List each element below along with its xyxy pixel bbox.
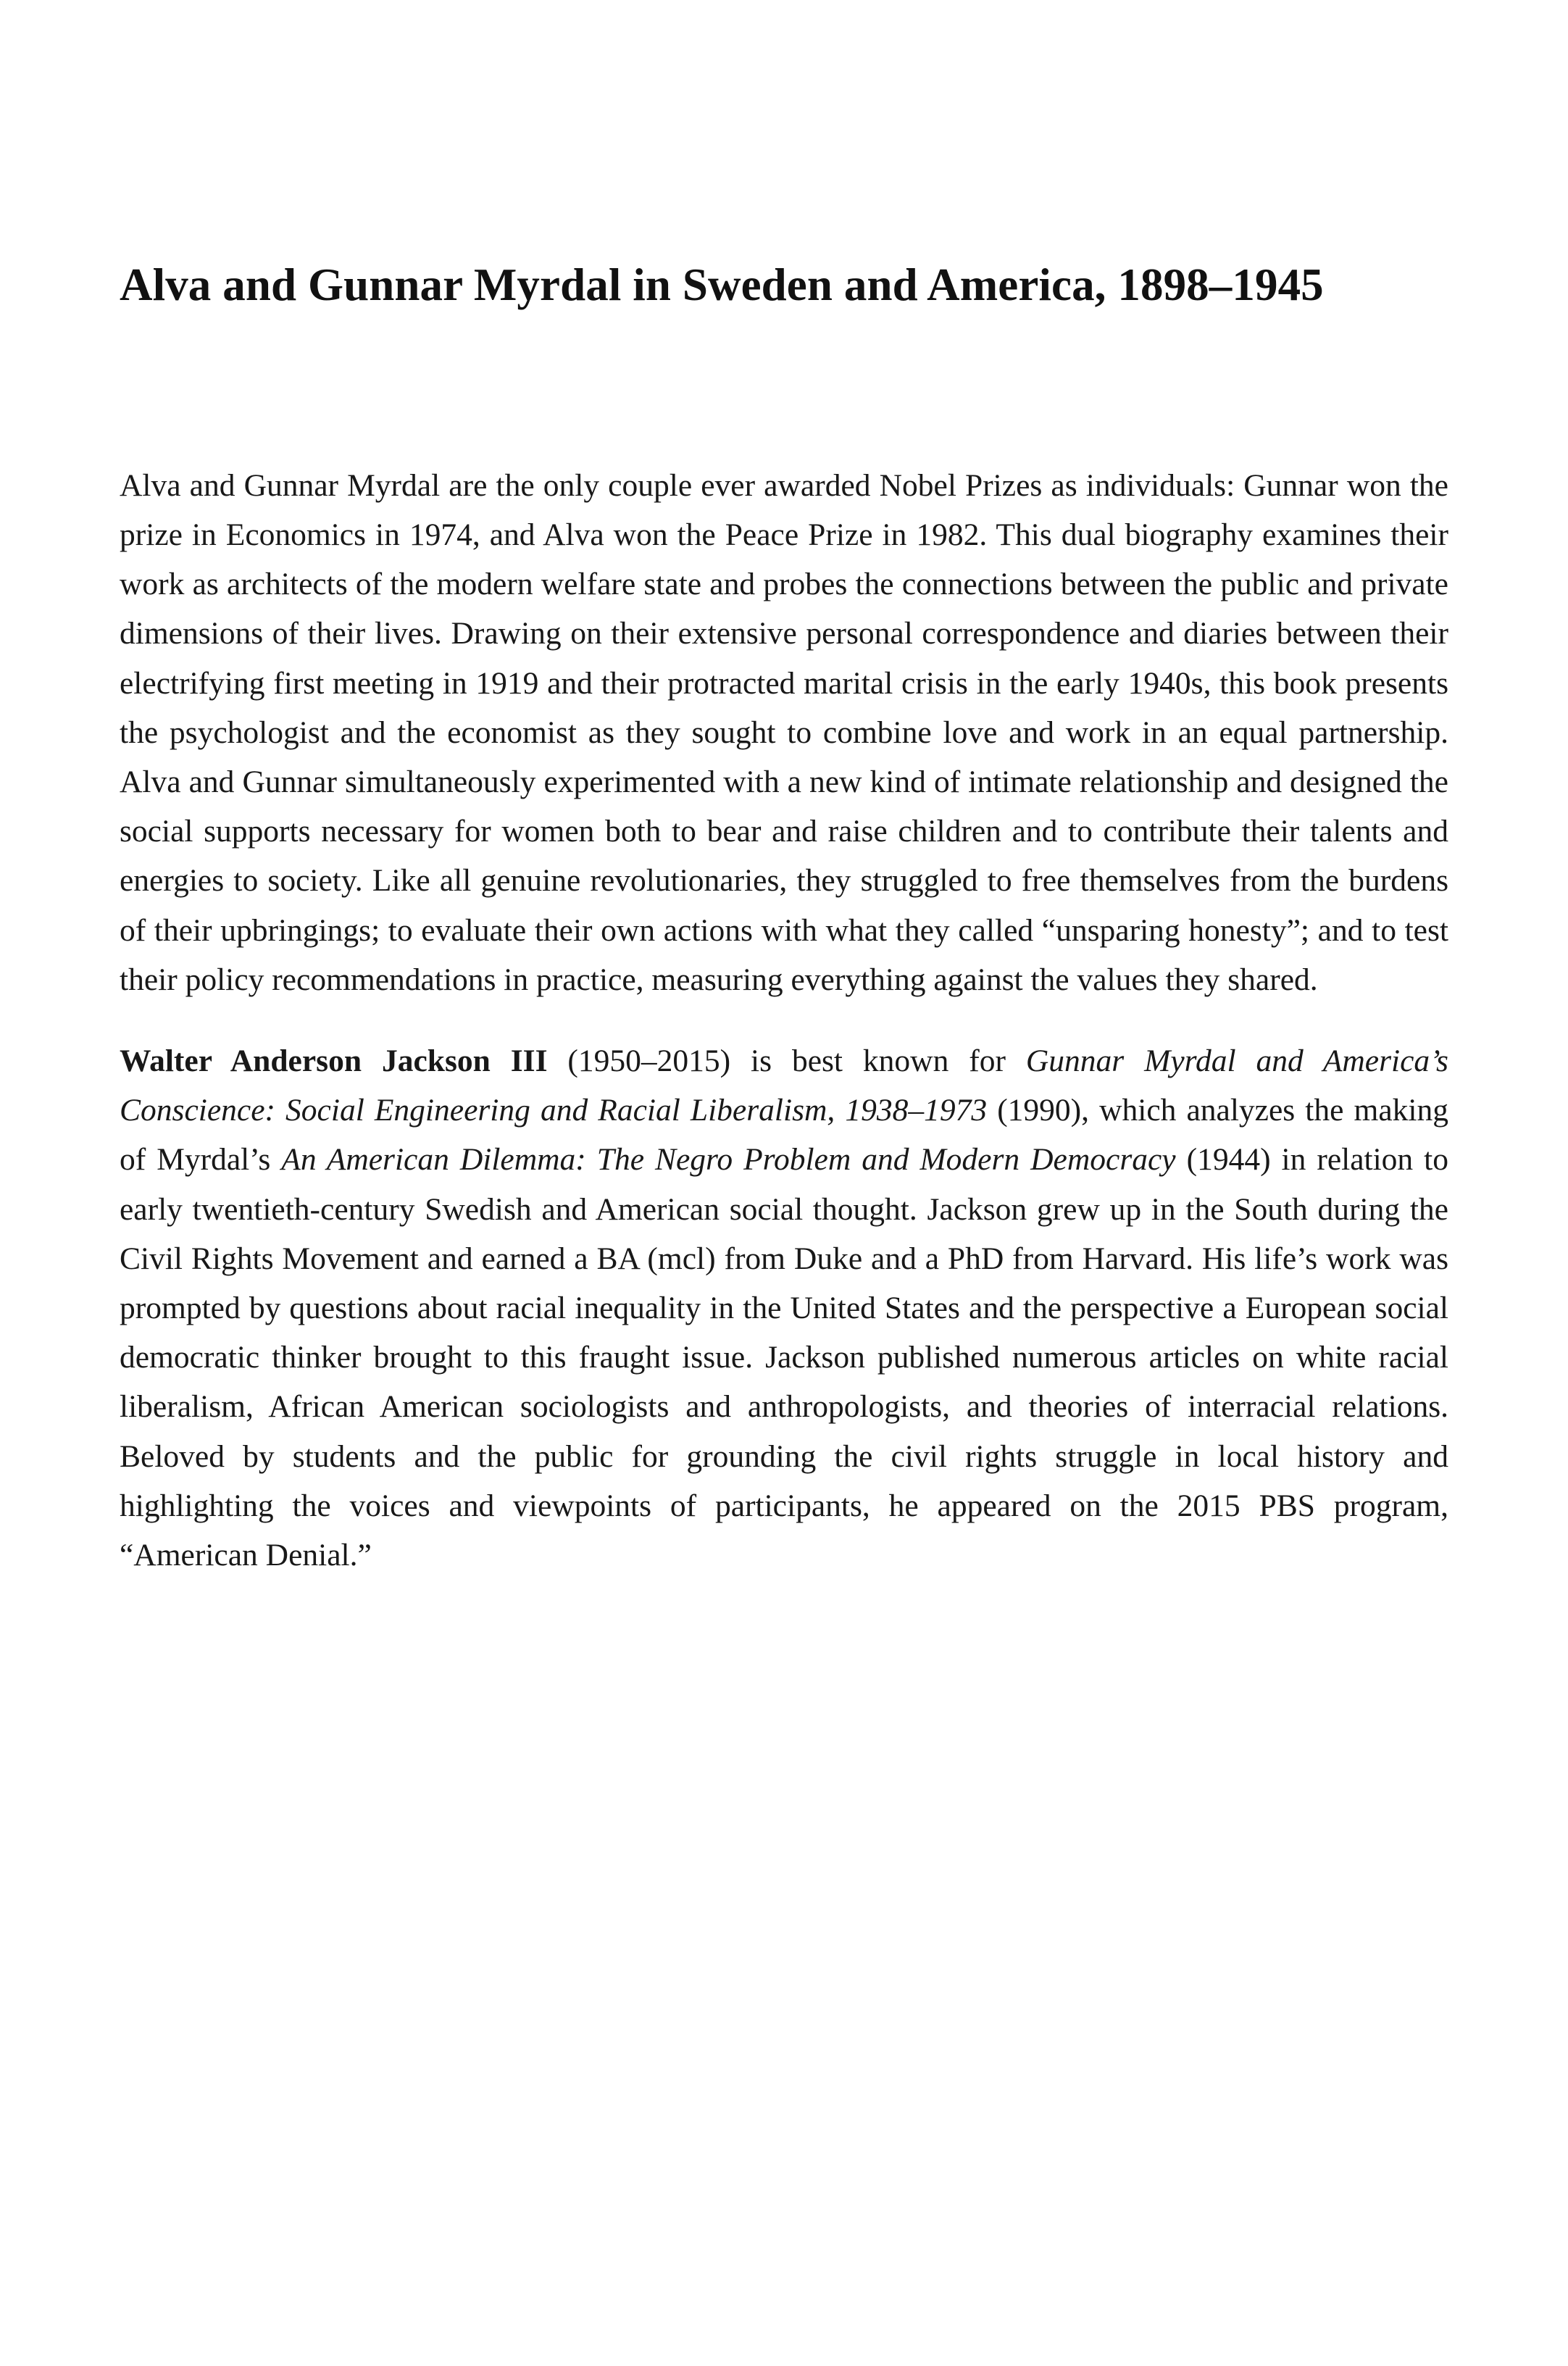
book-description-paragraph: Alva and Gunnar Myrdal are the only couple ever awarded Nobel Prizes as individuals: Gunnar won the prize in Economics in 1974, and Alva won the Peace Prize in 1982. This dual biography examines their work as architects of the modern welfare state and probes the connections between the public and private dimensions of their lives. Drawing on their extensive personal correspondence and diaries between their electrifying first meeting in 1919 and their protracted marital crisis in the early 1940s, this book presents the psychologist and the economist as they sought to combine love and work in an equal partnership. Alva and Gunnar simultaneously experimented with a new kind of intimate relationship and designed the social supports necessary for women both to bear and raise children and to contribute their talents and energies to society. Like all genuine revolutionaries, they struggled to free themselves from the burdens of their upbringings; to evaluate their own actions with what they called “unsparing honesty”; and to test their policy recommendations in practice, measuring everything against the values they shared. <box>120 467 1448 997</box>
author-bio-segment-2: (1990), which analyzes the making of Myrdal’s <box>120 1093 1448 1178</box>
author-bio-segment-3: (1944) in relation to early twentieth-century Swedish and American social thought. Jackson grew up in the South during the Civil Rights Movement and earned a BA (mcl) from Duke and a PhD from Harvard. His life’s work was prompted by questions about racial inequality in the United States and the perspective a European social democratic thinker brought to this fraught issue. Jackson published numerous articles on white racial liberalism, African American sociologists and anthropologists, and theories of interracial relations. Beloved by students and the public for grounding the civil rights struggle in local history and highlighting the voices and viewpoints of participants, he appeared on the 2015 PBS program, “American Denial.” <box>120 1142 1448 1573</box>
page-title: Alva and Gunnar Myrdal in Sweden and America, 1898–1945 <box>120 259 1324 310</box>
referenced-book-title-1: Gunnar Myrdal and America’s Conscience: Social Engineering and Racial Liberalism, 1938–1973 <box>120 1044 1448 1128</box>
body-text-block <box>120 316 1448 1580</box>
author-name: Walter Anderson Jackson III <box>120 1044 548 1079</box>
author-bio-segment-1: (1950–2015) is best known for <box>547 1044 1026 1079</box>
page-content-column <box>120 0 1448 1580</box>
referenced-book-title-2: An American Dilemma: The Negro Problem and Modern Democracy <box>281 1142 1176 1178</box>
author-bio-paragraph <box>120 1036 1448 1580</box>
